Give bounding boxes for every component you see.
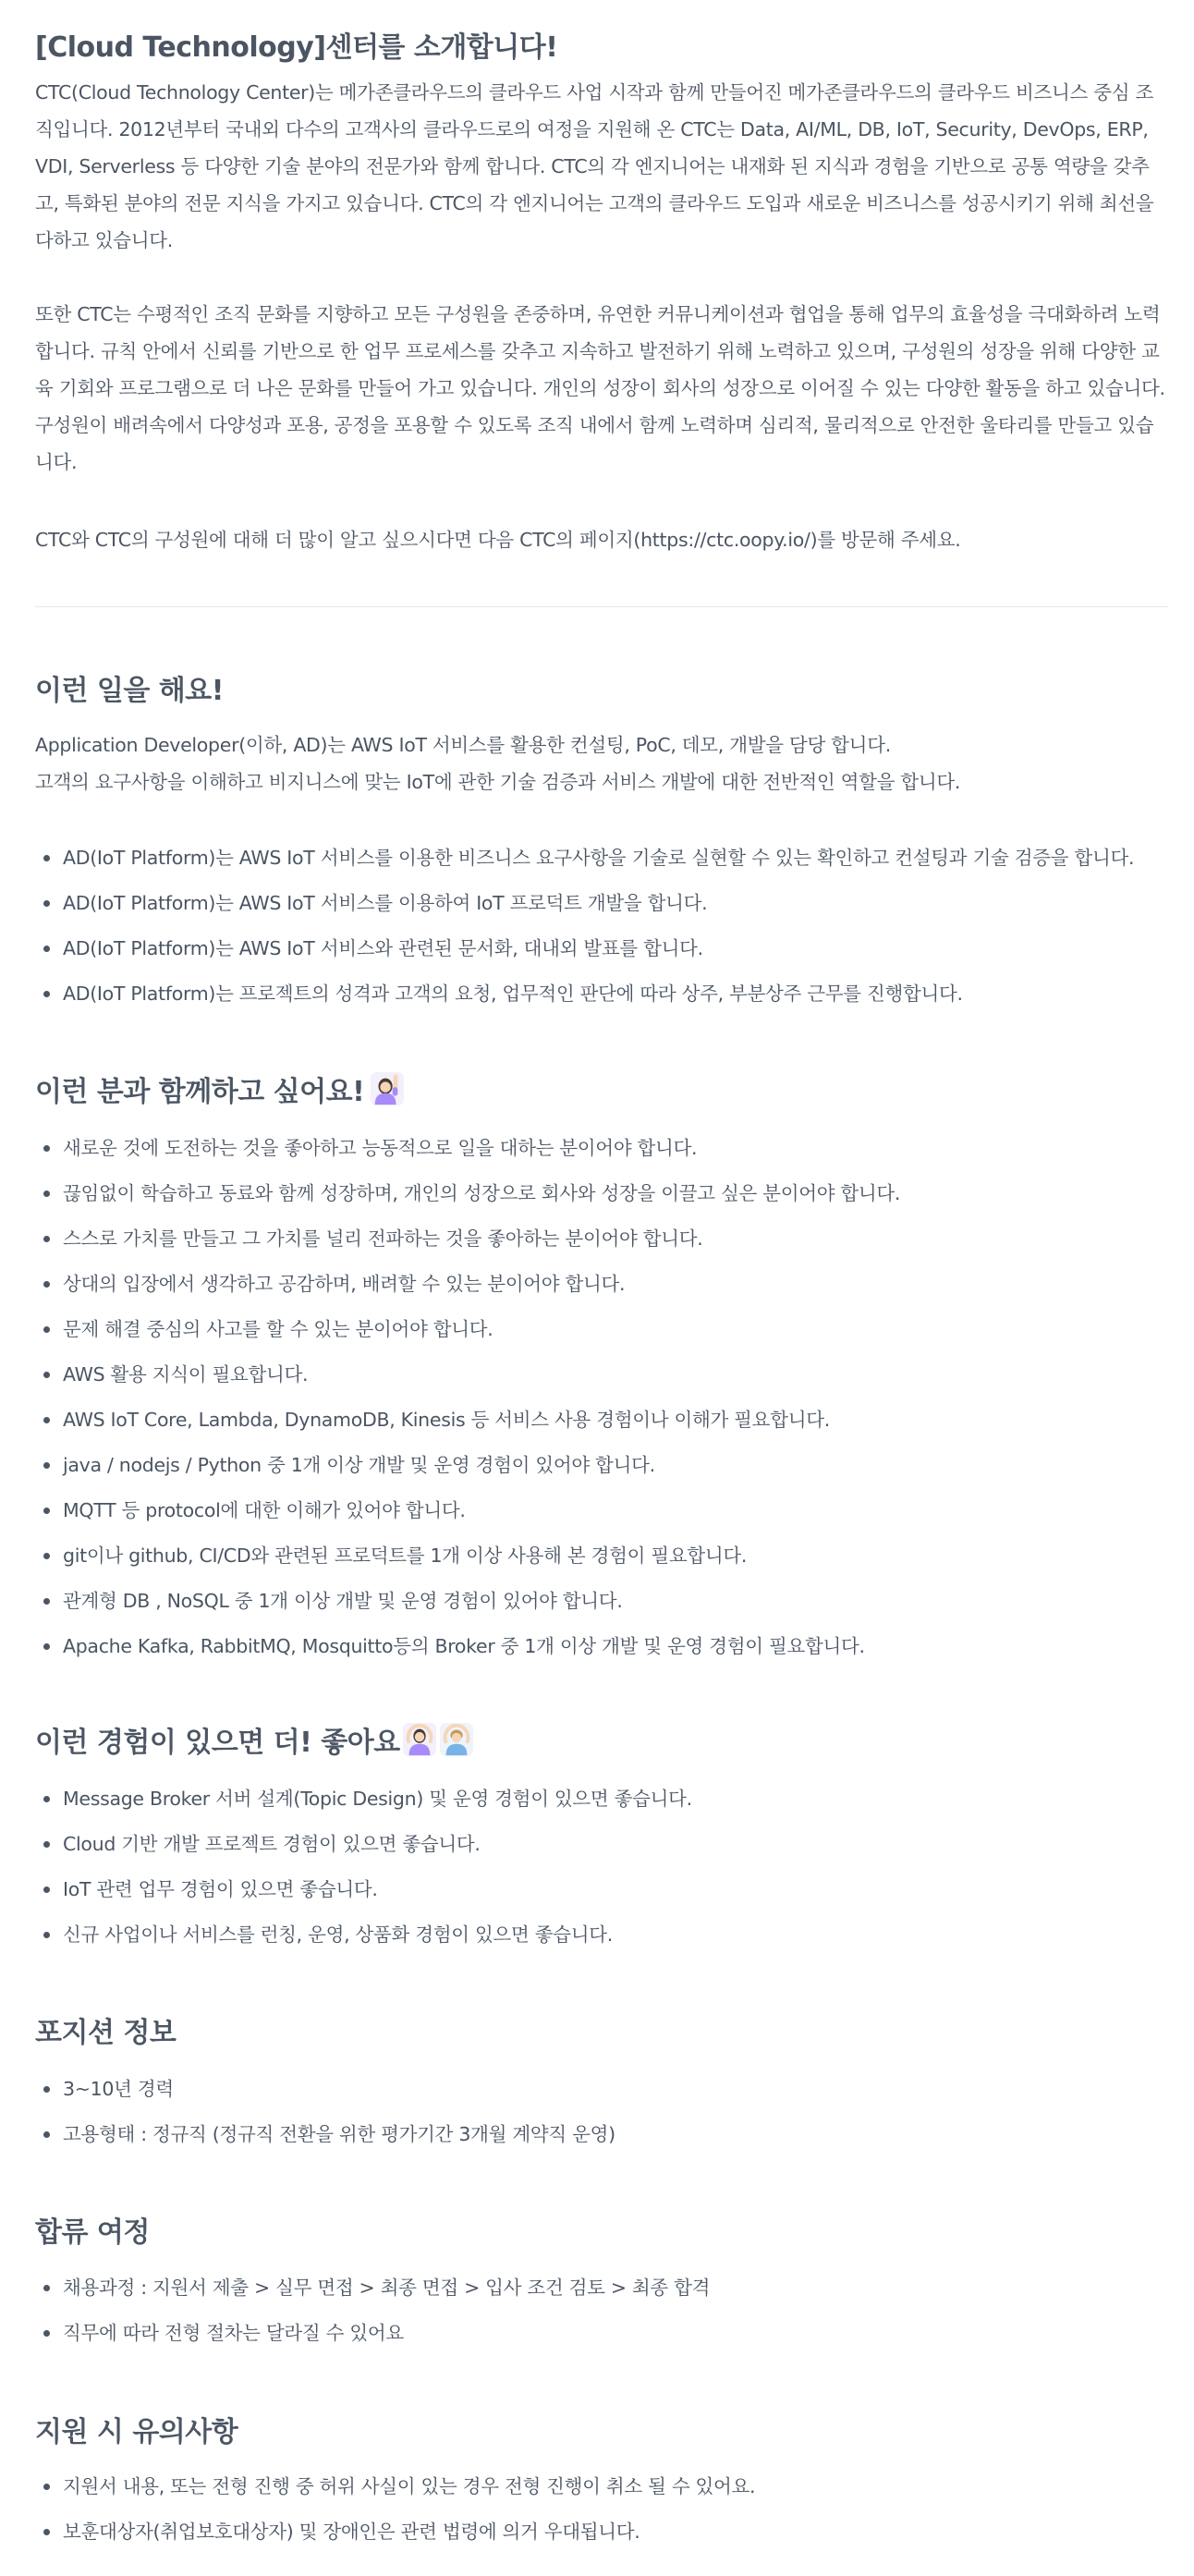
intro-title: [Cloud Technology]센터를 소개합니다! xyxy=(35,31,558,64)
requirements-heading xyxy=(35,1068,405,1109)
list-item: AD(IoT Platform)는 AWS IoT 서비스를 이용하여 IoT 프로덕트 개발을 합니다. xyxy=(35,881,1168,926)
preferred-heading xyxy=(35,1719,474,1760)
notes-heading xyxy=(35,2409,238,2449)
notes-title: 지원 시 유의사항 xyxy=(35,2416,238,2448)
position-list xyxy=(35,2067,1168,2157)
intro-paragraph-2: 또한 CTC는 수평적인 조직 문화를 지향하고 모든 구성원을 존중하며, 유연한 커뮤니케이션과 협업을 통해 업무의 효율성을 극대화하려 노력합니다. 규칙 안에서 신뢰를 기반으로 한 업무 프로세스를 갖추고 지속하고 발전하기 위해 노력하고 있으며, 구성원의 성장을 위해 다양한 교육 기회와 프로그램으로 더 나은 문화를 만들어 가고 있습니다. 개인의 성장이 회사의 성장으로 이어질 수 있는 다양한 활동을 하고 있습니다. 구성원이 배려속에서 다양성과 포용, 공정을 포용할 수 있도록 조직 내에서 함께 노력하며 심리적, 물리적으로 안전한 울타리를 만들고 있습니다. xyxy=(35,303,1165,473)
requirements-list xyxy=(35,1126,1168,1669)
list-item: 관계형 DB , NoSQL 중 1개 이상 개발 및 운영 경험이 있어야 합니다. xyxy=(35,1579,1168,1624)
list-item: 문제 해결 중심의 사고를 할 수 있는 분이어야 합니다. xyxy=(35,1307,1168,1352)
list-item: 신규 사업이나 서비스를 런칭, 운영, 상품화 경험이 있으면 좋습니다. xyxy=(35,1912,1168,1958)
process-title: 합류 여정 xyxy=(35,2216,150,2249)
list-item: AD(IoT Platform)는 AWS IoT 서비스와 관련된 문서화, 대내외 발표를 합니다. xyxy=(35,926,1168,971)
person-gesturing-ok-blue-icon xyxy=(439,1722,474,1757)
list-item: 고용형태 : 정규직 (정규직 전환을 위한 평가기간 3개월 계약직 운영) xyxy=(35,2112,1168,2157)
list-item: 지원서 내용, 또는 전형 진행 중 허위 사실이 있는 경우 전형 진행이 취소 될 수 있어요. xyxy=(35,2464,1168,2509)
duties-list xyxy=(35,836,1168,1017)
list-item: 3~10년 경력 xyxy=(35,2067,1168,2112)
duties-intro-line-2: 고객의 요구사항을 이해하고 비지니스에 맞는 IoT에 관한 기술 검증과 서비스 개발에 대한 전반적인 역할을 합니다. xyxy=(35,771,961,793)
person-gesturing-ok-purple-icon xyxy=(402,1722,437,1757)
list-item: java / nodejs / Python 중 1개 이상 개발 및 운영 경험이 있어야 합니다. xyxy=(35,1443,1168,1488)
requirements-title: 이런 분과 함께하고 싶어요! xyxy=(35,1076,365,1108)
list-item: 스스로 가치를 만들고 그 가치를 널리 전파하는 것을 좋아하는 분이어야 합니다. xyxy=(35,1216,1168,1262)
list-item: AWS IoT Core, Lambda, DynamoDB, Kinesis 등 서비스 사용 경험이나 이해가 필요합니다. xyxy=(35,1398,1168,1443)
list-item: git이나 github, CI/CD와 관련된 프로덕트를 1개 이상 사용해 본 경험이 필요합니다. xyxy=(35,1533,1168,1579)
intro-paragraph-1: CTC(Cloud Technology Center)는 메가존클라우드의 클라우드 사업 시작과 함께 만들어진 메가존클라우드의 클라우드 비즈니스 중심 조직입니다. 2012년부터 국내외 다수의 고객사의 클라우드로의 여정을 지원해 온 CTC는 Data, AI/ML, DB, IoT, Security, DevOps, ERP, VDI, Serverless 등 다양한 기술 분야의 전문가와 함께 합니다. CTC의 각 엔지니어는 내재화 된 지식과 경험을 기반으로 공통 역량을 갖추고, 특화된 분야의 전문 지식을 가지고 있습니다. CTC의 각 엔지니어는 고객의 클라우드 도입과 새로운 비즈니스를 성공시키기 위해 최선을 다하고 있습니다. xyxy=(35,81,1154,251)
person-raising-hand-icon xyxy=(370,1071,405,1106)
process-list xyxy=(35,2265,1168,2356)
intro-paragraph-3: CTC와 CTC의 구성원에 대해 더 많이 알고 싶으시다면 다음 CTC의 페이지(https://ctc.oopy.io/)를 방문해 주세요. xyxy=(35,529,961,551)
position-title: 포지션 정보 xyxy=(35,2017,177,2049)
process-heading xyxy=(35,2209,150,2250)
position-heading xyxy=(35,2009,176,2050)
list-item: 상대의 입장에서 생각하고 공감하며, 배려할 수 있는 분이어야 합니다. xyxy=(35,1262,1168,1307)
list-item: AD(IoT Platform)는 AWS IoT 서비스를 이용한 비즈니스 요구사항을 기술로 실현할 수 있는 확인하고 컨설팅과 기술 검증을 합니다. xyxy=(35,836,1168,881)
list-item: AD(IoT Platform)는 프로젝트의 성격과 고객의 요청, 업무적인 판단에 따라 상주, 부분상주 근무를 진행합니다. xyxy=(35,971,1168,1017)
list-item: IoT 관련 업무 경험이 있으면 좋습니다. xyxy=(35,1867,1168,1912)
list-item: MQTT 등 protocol에 대한 이해가 있어야 합니다. xyxy=(35,1488,1168,1533)
list-item: Apache Kafka, RabbitMQ, Mosquitto등의 Broker 중 1개 이상 개발 및 운영 경험이 필요합니다. xyxy=(35,1624,1168,1669)
list-item: Cloud 기반 개발 프로젝트 경험이 있으면 좋습니다. xyxy=(35,1822,1168,1867)
section-divider xyxy=(35,606,1168,607)
list-item: 끊임없이 학습하고 동료와 함께 성장하며, 개인의 성장으로 회사와 성장을 이끌고 싶은 분이어야 합니다. xyxy=(35,1171,1168,1216)
preferred-list xyxy=(35,1776,1168,1958)
notes-list xyxy=(35,2464,1168,2555)
preferred-title: 이런 경험이 있으면 더! 좋아요 xyxy=(35,1727,400,1759)
list-item: 직무에 따라 전형 절차는 달라질 수 있어요 xyxy=(35,2311,1168,2356)
list-item: 새로운 것에 도전하는 것을 좋아하고 능동적으로 일을 대하는 분이어야 합니다. xyxy=(35,1126,1168,1171)
list-item: 채용과정 : 지원서 제출 > 실무 면접 > 최종 면접 > 입사 조건 검토 > 최종 합격 xyxy=(35,2265,1168,2311)
list-item: 보훈대상자(취업보호대상자) 및 장애인은 관련 법령에 의거 우대됩니다. xyxy=(35,2509,1168,2555)
duties-intro-line-1: Application Developer(이하, AD)는 AWS IoT 서비스를 활용한 컨설팅, PoC, 데모, 개발을 담당 합니다. xyxy=(35,734,891,756)
list-item: AWS 활용 지식이 필요합니다. xyxy=(35,1352,1168,1398)
list-item: Message Broker 서버 설계(Topic Design) 및 운영 경험이 있으면 좋습니다. xyxy=(35,1776,1168,1822)
duties-title: 이런 일을 해요! xyxy=(35,675,224,707)
duties-heading xyxy=(35,667,224,708)
